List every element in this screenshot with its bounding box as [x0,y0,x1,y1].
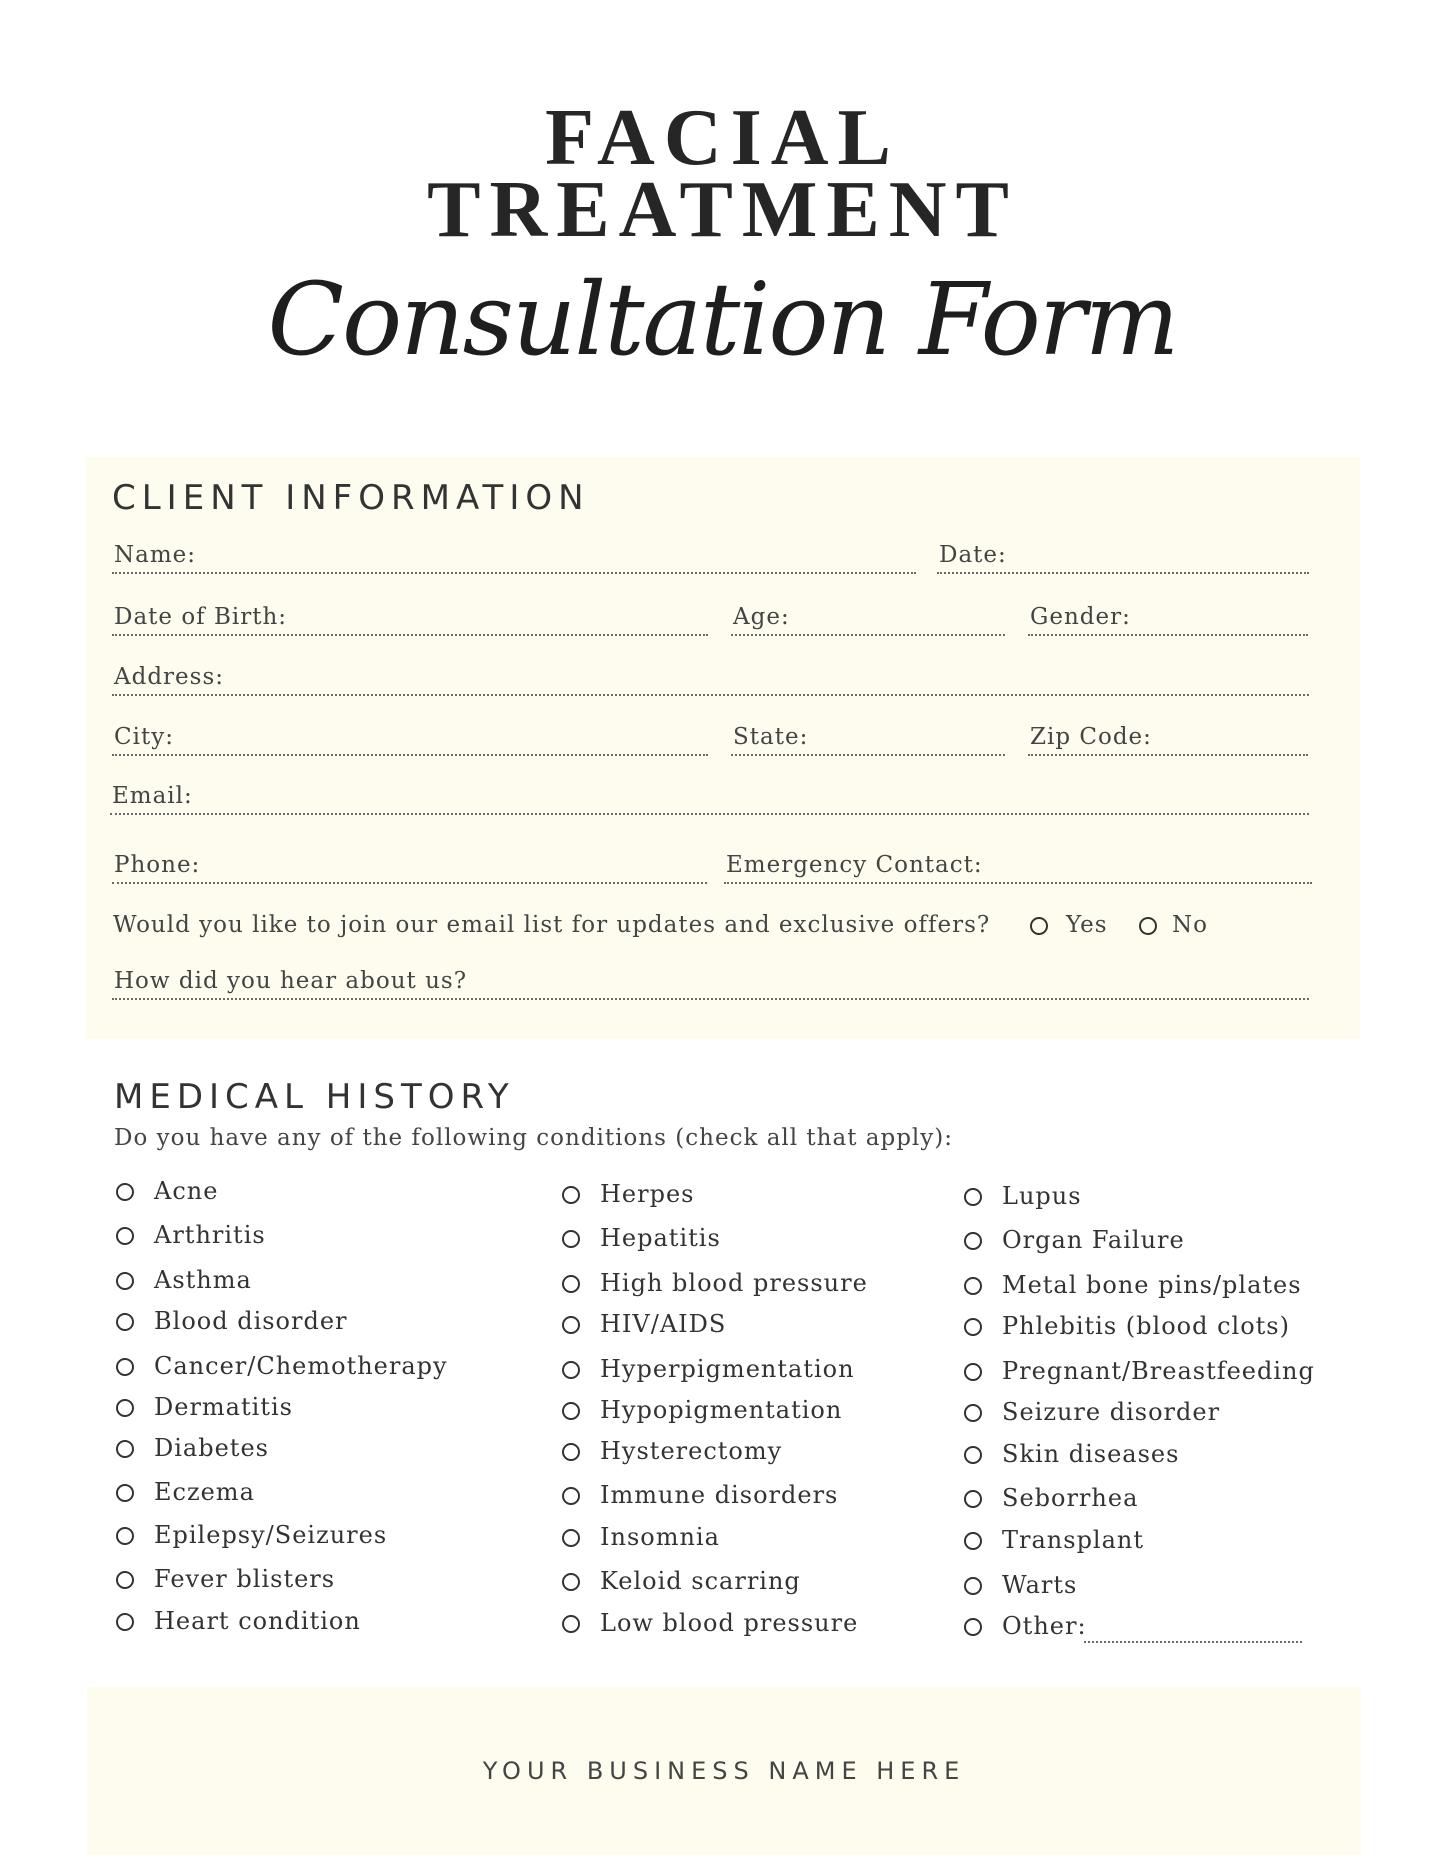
other-input-line[interactable] [1084,1640,1302,1643]
age-label: Age: [733,604,790,630]
checkbox-circle-icon[interactable] [964,1618,982,1636]
zip-code-field[interactable] [1028,720,1308,756]
address-label: Address: [114,664,225,690]
checkbox-circle-icon[interactable] [562,1316,580,1334]
checkbox-circle-icon[interactable] [116,1358,134,1376]
checkbox-circle-icon[interactable] [964,1404,982,1422]
name-field[interactable] [112,538,916,574]
checkbox-circle-icon[interactable] [116,1613,134,1631]
client-information-title: CLIENT INFORMATION [112,478,590,518]
checkbox-circle-icon[interactable] [562,1230,580,1248]
checkbox-circle-icon[interactable] [562,1186,580,1204]
checkbox-circle-icon[interactable] [964,1532,982,1550]
checkbox-circle-icon[interactable] [964,1232,982,1250]
dob-label: Date of Birth: [114,604,288,630]
checkbox-circle-icon[interactable] [562,1275,580,1293]
zip-code-label: Zip Code: [1030,724,1152,750]
checkbox-circle-icon[interactable] [964,1318,982,1336]
checkbox-circle-icon[interactable] [964,1188,982,1206]
hear-about-us-label: How did you hear about us? [114,968,468,994]
checkbox-circle-icon[interactable] [562,1402,580,1420]
email-label: Email: [112,783,193,809]
business-name: YOUR BUSINESS NAME HERE [482,1757,966,1785]
checkbox-circle-icon[interactable] [562,1615,580,1633]
emergency-contact-label: Emergency Contact: [726,852,983,878]
email-list-no-label: No [1172,912,1208,938]
checkbox-circle-icon[interactable] [116,1399,134,1417]
city-label: City: [114,724,174,750]
city-field[interactable] [112,720,708,756]
emergency-contact-field[interactable] [724,848,1312,884]
checkbox-circle-icon[interactable] [964,1363,982,1381]
gender-field[interactable] [1028,600,1308,636]
checkbox-circle-icon[interactable] [116,1484,134,1502]
checkbox-circle-icon[interactable] [964,1446,982,1464]
hear-about-us-field[interactable] [112,964,1309,1000]
title-treatment: TREATMENT [427,166,1018,254]
date-field[interactable] [937,538,1309,574]
date-label: Date: [939,542,1007,568]
title-facial: FACIAL [545,94,900,182]
checkbox-circle-icon[interactable] [116,1440,134,1458]
state-label: State: [733,724,809,750]
checkbox-circle-icon[interactable] [116,1183,134,1201]
checkbox-circle-icon[interactable] [562,1529,580,1547]
checkbox-circle-icon[interactable] [116,1313,134,1331]
medical-history-instruction: Do you have any of the following conditions (check all that apply): [114,1125,953,1151]
name-label: Name: [114,542,197,568]
age-field[interactable] [731,600,1005,636]
checkbox-circle-icon[interactable] [964,1277,982,1295]
checkbox-circle-icon[interactable] [964,1577,982,1595]
medical-history-title: MEDICAL HISTORY [114,1077,515,1117]
subtitle-consultation-form: Consultation Form [267,261,1178,378]
checkbox-circle-icon[interactable] [964,1490,982,1508]
email-list-yes-radio[interactable] [1030,917,1048,935]
state-field[interactable] [731,720,1005,756]
phone-label: Phone: [114,852,201,878]
email-field[interactable] [110,779,1309,815]
email-list-no-radio[interactable] [1139,917,1157,935]
gender-label: Gender: [1030,604,1131,630]
checkbox-circle-icon[interactable] [116,1272,134,1290]
checkbox-circle-icon[interactable] [562,1573,580,1591]
phone-field[interactable] [112,848,707,884]
dob-field[interactable] [112,600,708,636]
footer-banner [87,1687,1361,1855]
email-list-yes-label: Yes [1066,912,1108,938]
address-field[interactable] [112,660,1309,696]
checkbox-circle-icon[interactable] [116,1527,134,1545]
checkbox-circle-icon[interactable] [116,1227,134,1245]
checkbox-circle-icon[interactable] [116,1571,134,1589]
checkbox-circle-icon[interactable] [562,1443,580,1461]
email-list-question: Would you like to join our email list for updates and exclusive offers? [113,912,991,938]
checkbox-circle-icon[interactable] [562,1361,580,1379]
checkbox-circle-icon[interactable] [562,1487,580,1505]
